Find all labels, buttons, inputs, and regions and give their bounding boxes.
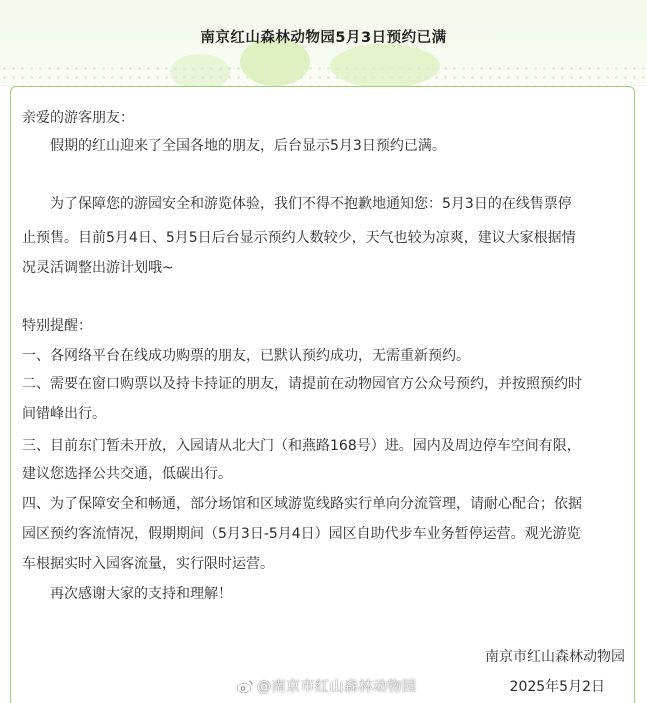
notice-title: 南京红山森林动物园5月3日预约已满 (200, 30, 447, 46)
paragraph-2-line-1: 为了保障您的游园安全和游览体验，我们不得不抱歉地通知您：5月3日的在线售票停 (50, 196, 572, 212)
reminder-item-2-line-1: 二、需要在窗口购票以及持卡持证的朋友，请提前在动物园官方公众号预约，并按照预约时 (22, 376, 582, 392)
reminder-item-3-line-2: 建议您选择公共交通，低碳出行。 (22, 466, 232, 482)
notice-date: 2025年5月2日 (509, 679, 605, 695)
paragraph-1: 假期的红山迎来了全国各地的朋友，后台显示5月3日预约已满。 (50, 138, 446, 154)
reminder-item-3-line-1: 三、目前东门暂未开放，入园请从北大门（和燕路168号）进。园内及周边停车空间有限， (22, 438, 581, 454)
paragraph-2-line-2: 止预售。目前5月4日、5月5日后台显示预约人数较少，天气也较为凉爽，建议大家根据情 (22, 230, 576, 246)
weibo-icon (236, 679, 254, 693)
reminder-item-2-line-2: 间错峰出行。 (22, 406, 106, 422)
signature: 南京市红山森林动物园 (485, 649, 625, 665)
special-reminder-heading: 特别提醒： (22, 318, 92, 334)
reminder-item-4-line-3: 车根据实时入园客流量，实行限时运营。 (22, 556, 274, 572)
reminder-item-4-line-1: 四、为了保障安全和畅通，部分场馆和区域游览线路实行单向分流管理，请耐心配合；依据 (22, 496, 582, 512)
thanks-line: 再次感谢大家的支持和理解！ (50, 586, 232, 602)
reminder-item-4-line-2: 园区预约客流情况，假期期间（5月3日-5月4日）园区自助代步车业务暂停运营。观光游览 (22, 526, 581, 542)
greeting: 亲爱的游客朋友： (22, 110, 134, 126)
dot-pattern (0, 64, 647, 86)
reminder-item-1: 一、各网络平台在线成功购票的朋友，已默认预约成功，无需重新预约。 (22, 348, 470, 364)
paragraph-2-line-3: 况灵活调整出游计划哦~ (22, 260, 174, 276)
watermark-text: @南京市红山森林动物园 (257, 679, 417, 695)
weibo-watermark (236, 676, 417, 696)
